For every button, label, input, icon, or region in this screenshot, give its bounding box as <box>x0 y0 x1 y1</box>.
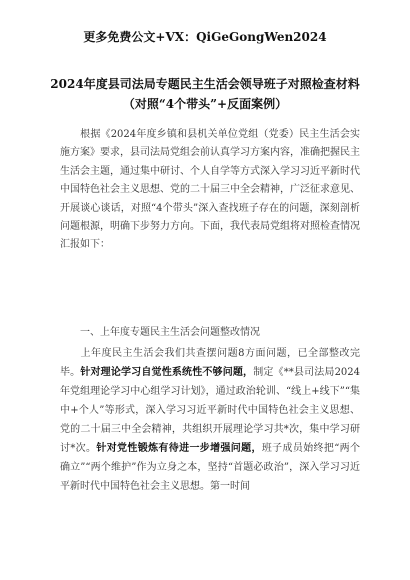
para2-text-1: 上年度民主生活会我们共查摆问题8方面问题，已全部整改完毕。 <box>60 348 360 378</box>
para2-bold-1: 针对理论学习自觉性系统性不够问题， <box>80 367 254 378</box>
rectification-paragraph <box>60 344 360 496</box>
title-line-2: （对照“4个带头”+反面案例） <box>122 97 288 111</box>
para2-bold-2: 针对党性锻炼有待进一步增强问题， <box>96 443 262 454</box>
document-title <box>0 74 410 114</box>
para2-text-2: 制定《**县司法局2024年党组理论学习中心组学习计划》，通过政治轮训、“线上+线下”“集中+个人”等形式，深入学习习近平新时代中国特色社会主义思想、党的二十届三中全会精神，共组织开展理论学习共*次，集中学习研讨*次。 <box>60 367 361 454</box>
promo-banner: 更多免费公文+VX：QiGeGongWen2024 <box>83 30 327 44</box>
title-line-1: 2024年度县司法局专题民主生活会领导班子对照检查材料 <box>50 77 360 91</box>
section-heading-1: 一、上年度专题民主生活会问题整改情况 <box>80 327 260 338</box>
intro-text: 根据《2024年度乡镇和县机关单位党组（党委）民主生活会实施方案》要求，县司法局党组会前认真学习方案内容，准确把握民主生活会主题，通过集中研讨、个人自学等方式深入学习习近平新时代中国特色社会主义思想、党的二十届三中全会精神，广泛征求意见、开展谈心谈话，对照“4个带头”深入查找班子存在的问题，深刻剖析问题根源，明确下步努力方向。下面，我代表局党组将对照检查情况汇报如下： <box>60 129 360 251</box>
para2-text-3: 班子成员始终把“两个确立”“两个维护”作为立身之本，坚持“首题必政治”，深入学习习近平新时代中国特色社会主义思想。第一时间 <box>60 443 361 492</box>
intro-paragraph <box>60 126 360 255</box>
